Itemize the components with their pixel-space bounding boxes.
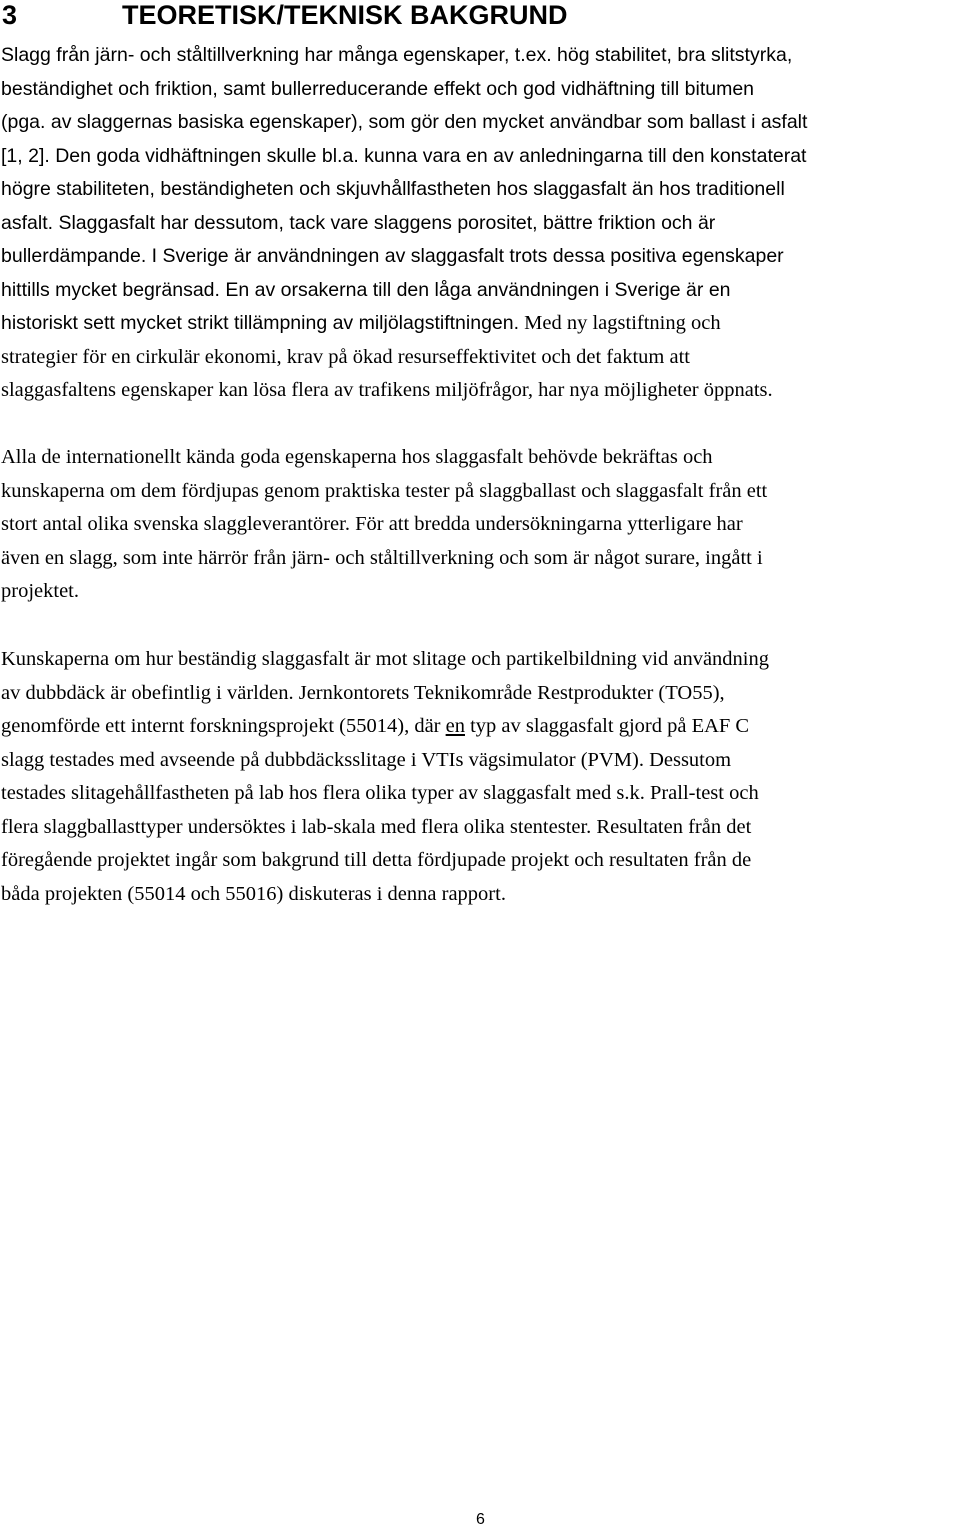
text-line: högre stabiliteten, beständigheten och skjuvhållfastheten hos slaggasfalt än hos traditionell — [1, 178, 785, 200]
text-line: strategier för en cirkulär ekonomi, krav på ökad resurseffektivitet och det faktum att — [1, 345, 690, 368]
section-number: 3 — [2, 0, 18, 30]
text-line: föregående projektet ingår som bakgrund till detta fördjupade projekt och resultaten från de — [1, 849, 752, 871]
page-number: 6 — [476, 1511, 485, 1528]
section-heading — [2, 0, 568, 32]
text-segment: genomförde ett internt forskningsprojekt (55014), där — [1, 715, 446, 737]
text-line: hittills mycket begränsad. En av orsakerna till den låga användningen i Sverige är en — [1, 278, 731, 301]
text-line: även en slagg, som inte härrör från järn- och ståltillverkning och som är något surare, ingått i — [1, 546, 763, 569]
text-segment: Med ny lagstiftning och — [519, 312, 721, 334]
text-line: stort antal olika svenska slaggleverantörer. För att bredda undersökningarna ytterligare har — [1, 513, 743, 535]
text-line: beständighet och friktion, samt bullerreducerande effekt och god vidhäftning till bitumen — [1, 77, 755, 100]
text-line: projektet. — [1, 580, 79, 602]
text-segment: historiskt sett mycket strikt tillämpning av miljölagstiftningen. — [1, 312, 520, 334]
text-line: Slagg från järn- och ståltillverkning har många egenskaper, t.ex. hög stabilitet, bra slitstyrka, — [1, 44, 793, 66]
text-line: kunskaperna om dem fördjupas genom praktiska tester på slaggballast och slaggasfalt från ett — [1, 479, 768, 502]
text-line-mixed — [1, 710, 959, 744]
section-title: TEORETISK/TEKNISK BAKGRUND — [122, 0, 568, 30]
text-line: asfalt. Slaggasfalt har dessutom, tack vare slaggens porositet, bättre friktion och är — [1, 211, 716, 234]
text-line-mixed — [1, 307, 959, 341]
text-line: (pga. av slaggernas basiska egenskaper), som gör den mycket användbar som ballast i asfalt — [1, 111, 808, 133]
text-line: [1, 2]. Den goda vidhäftningen skulle bl.a. kunna vara en av anledningarna till den konstaterat — [1, 144, 807, 167]
text-line: båda projekten (55014 och 55016) diskuteras i denna rapport. — [1, 882, 506, 905]
text-line: bullerdämpande. I Sverige är användningen av slaggasfalt trots dessa positiva egenskaper — [1, 245, 784, 267]
paragraph-testing — [1, 441, 959, 609]
underlined-word: en — [445, 715, 465, 737]
text-line: Kunskaperna om hur beständig slaggasfalt är mot slitage och partikelbildning vid användning — [1, 648, 769, 670]
text-line: Alla de internationellt kända goda egenskaperna hos slaggasfalt behövde bekräftas och — [1, 446, 713, 468]
paragraph-wear-research — [1, 643, 959, 911]
text-line: flera slaggballasttyper undersöktes i lab-skala med flera olika stentester. Resultaten från det — [1, 815, 752, 838]
text-line: slagg testades med avseende på dubbdäcksslitage i VTIs vägsimulator (PVM). Dessutom — [1, 748, 732, 771]
paragraph-slag-properties — [1, 39, 959, 408]
text-segment: typ av slaggasfalt gjord på EAF C — [464, 715, 750, 737]
text-line: testades slitagehållfastheten på lab hos flera olika typer av slaggasfalt med s.k. Prall-test och — [1, 782, 759, 804]
text-line: slaggasfaltens egenskaper kan lösa flera av trafikens miljöfrågor, har nya möjligheter öppnats. — [1, 379, 773, 401]
text-line: av dubbdäck är obefintlig i världen. Jernkontorets Teknikområde Restprodukter (TO55), — [1, 681, 725, 704]
